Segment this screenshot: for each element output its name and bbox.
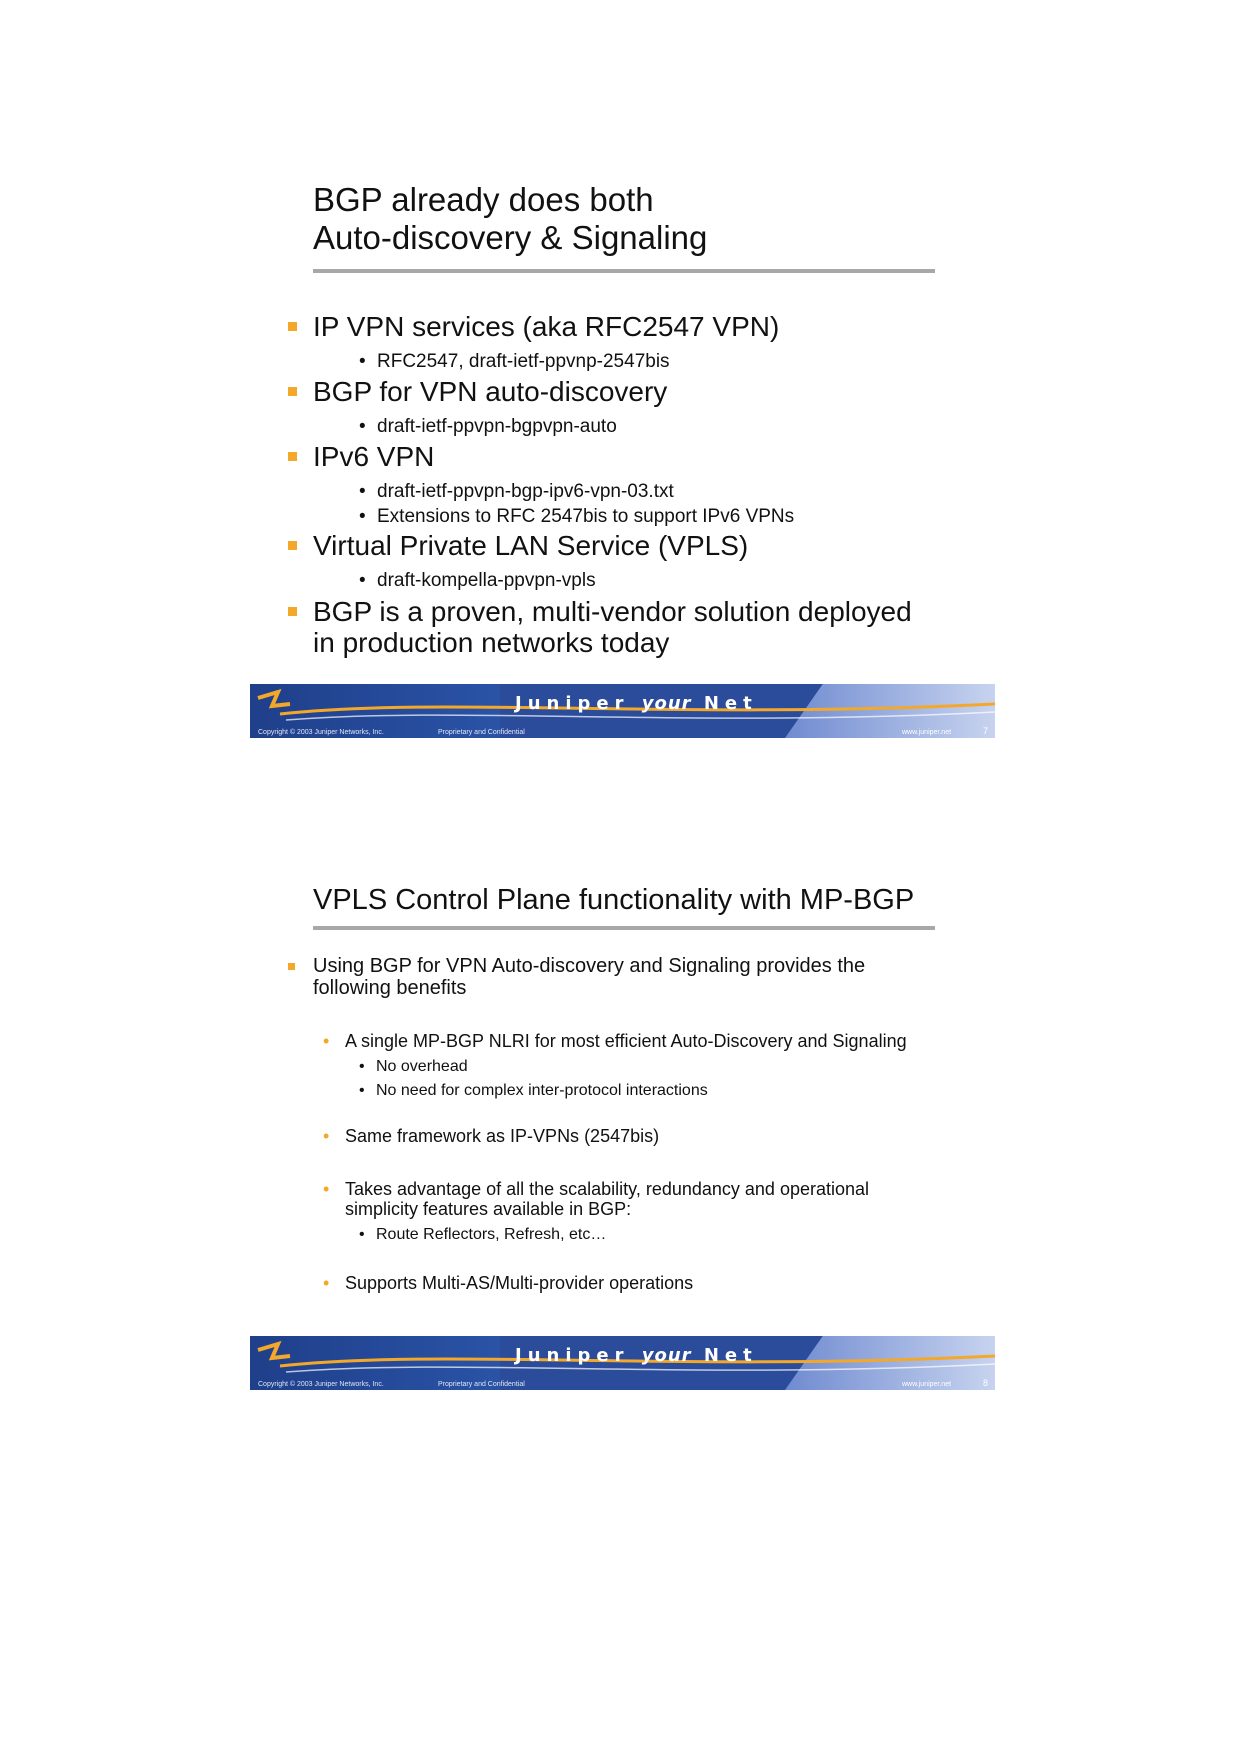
intro-bullet [313, 955, 865, 977]
bullet-item [313, 596, 912, 627]
page-number: 8 [983, 1378, 989, 1388]
benefit-text: A single MP-BGP NLRI for most efficient Auto-Discovery and Signaling [345, 1031, 907, 1051]
square-bullet-icon [288, 452, 297, 461]
bullet-text-continuation: in production networks today [313, 627, 670, 658]
confidential-text: Proprietary and Confidential [438, 1381, 525, 1388]
title-divider [313, 269, 935, 273]
brand-text: Juniper your Net [515, 693, 758, 714]
bullet-text: BGP for VPN auto-discovery [313, 376, 668, 407]
benefit-text: Same framework as IP-VPNs (2547bis) [345, 1126, 660, 1146]
benefit-item [323, 1031, 907, 1052]
sub-bullet-item [359, 350, 670, 373]
page-number: 7 [983, 726, 989, 736]
slide-title-line1: BGP already does both [313, 181, 654, 218]
benefit-text: Supports Multi-AS/Multi-provider operations [345, 1273, 694, 1293]
confidential-text: Proprietary and Confidential [438, 729, 525, 736]
dot-bullet-icon: • [323, 1031, 330, 1051]
bullet-text: BGP is a proven, multi-vendor solution deployed [313, 596, 912, 627]
dot-bullet-icon: • [359, 481, 366, 502]
copyright-text: Copyright © 2003 Juniper Networks, Inc. [258, 729, 384, 736]
bullet-text: IP VPN services (aka RFC2547 VPN) [313, 311, 780, 342]
sub-bullet-text: Extensions to RFC 2547bis to support IPv6 VPNs [377, 506, 795, 527]
url-text: www.juniper.net [902, 729, 952, 736]
square-bullet-icon [288, 387, 297, 396]
brand-text: Juniper your Net [515, 1345, 758, 1366]
slide-title-line2: Auto-discovery & Signaling [313, 219, 708, 256]
benefit-text-continuation: simplicity features available in BGP: [345, 1199, 632, 1219]
sub-bullet-text: draft-ietf-ppvpn-bgpvpn-auto [377, 416, 617, 437]
bullet-item [313, 311, 779, 342]
slide-footer [250, 684, 995, 738]
dot-bullet-icon: • [359, 1082, 365, 1099]
benefit-item [323, 1126, 660, 1147]
sub-bullet-item [359, 480, 674, 503]
sub-bullet-text: No need for complex inter-protocol interactions [376, 1082, 708, 1099]
dot-bullet-icon: • [359, 1226, 365, 1243]
sub-bullet-text: draft-kompella-ppvpn-vpls [377, 570, 596, 591]
sub-bullet-item [359, 505, 795, 528]
dot-bullet-icon: • [323, 1179, 330, 1199]
benefit-text: Takes advantage of all the scalability, redundancy and operational [345, 1179, 870, 1199]
dot-bullet-icon: • [359, 416, 366, 437]
square-bullet-icon [288, 541, 297, 550]
title-divider [313, 926, 935, 930]
sub-bullet-item [359, 415, 617, 438]
dot-bullet-icon: • [359, 351, 366, 372]
bullet-text: Using BGP for VPN Auto-discovery and Signaling provides the [313, 955, 866, 977]
sub-bullet-item [359, 1057, 468, 1077]
dot-bullet-icon: • [359, 1058, 365, 1075]
dot-bullet-icon: • [359, 506, 366, 527]
benefit-item [323, 1273, 694, 1294]
bullet-item [313, 441, 434, 472]
dot-bullet-icon: • [359, 570, 366, 591]
square-bullet-icon [288, 322, 297, 331]
bullet-text-continuation: following benefits [313, 977, 467, 999]
url-text: www.juniper.net [902, 1381, 952, 1388]
sub-bullet-text: Route Reflectors, Refresh, etc… [376, 1226, 607, 1243]
slide-8 [250, 880, 995, 1395]
copyright-text: Copyright © 2003 Juniper Networks, Inc. [258, 1381, 384, 1388]
benefit-item [323, 1179, 870, 1200]
slide-7 [250, 180, 995, 740]
slide-footer [250, 1336, 995, 1390]
square-bullet-icon [288, 607, 297, 616]
square-bullet-icon [288, 963, 295, 970]
bullet-text: Virtual Private LAN Service (VPLS) [313, 530, 749, 561]
sub-bullet-item [359, 1225, 607, 1245]
bullet-text: IPv6 VPN [313, 441, 435, 472]
sub-bullet-text: No overhead [376, 1058, 468, 1075]
slide-title: VPLS Control Plane functionality with MP-BGP [313, 884, 915, 916]
dot-bullet-icon: • [323, 1273, 330, 1293]
dot-bullet-icon: • [323, 1126, 330, 1146]
bullet-item [313, 376, 667, 407]
bullet-item [313, 530, 748, 561]
sub-bullet-item [359, 569, 596, 592]
sub-bullet-text: draft-ietf-ppvpn-bgp-ipv6-vpn-03.txt [377, 481, 674, 502]
sub-bullet-item [359, 1081, 708, 1101]
sub-bullet-text: RFC2547, draft-ietf-ppvnp-2547bis [377, 351, 670, 372]
